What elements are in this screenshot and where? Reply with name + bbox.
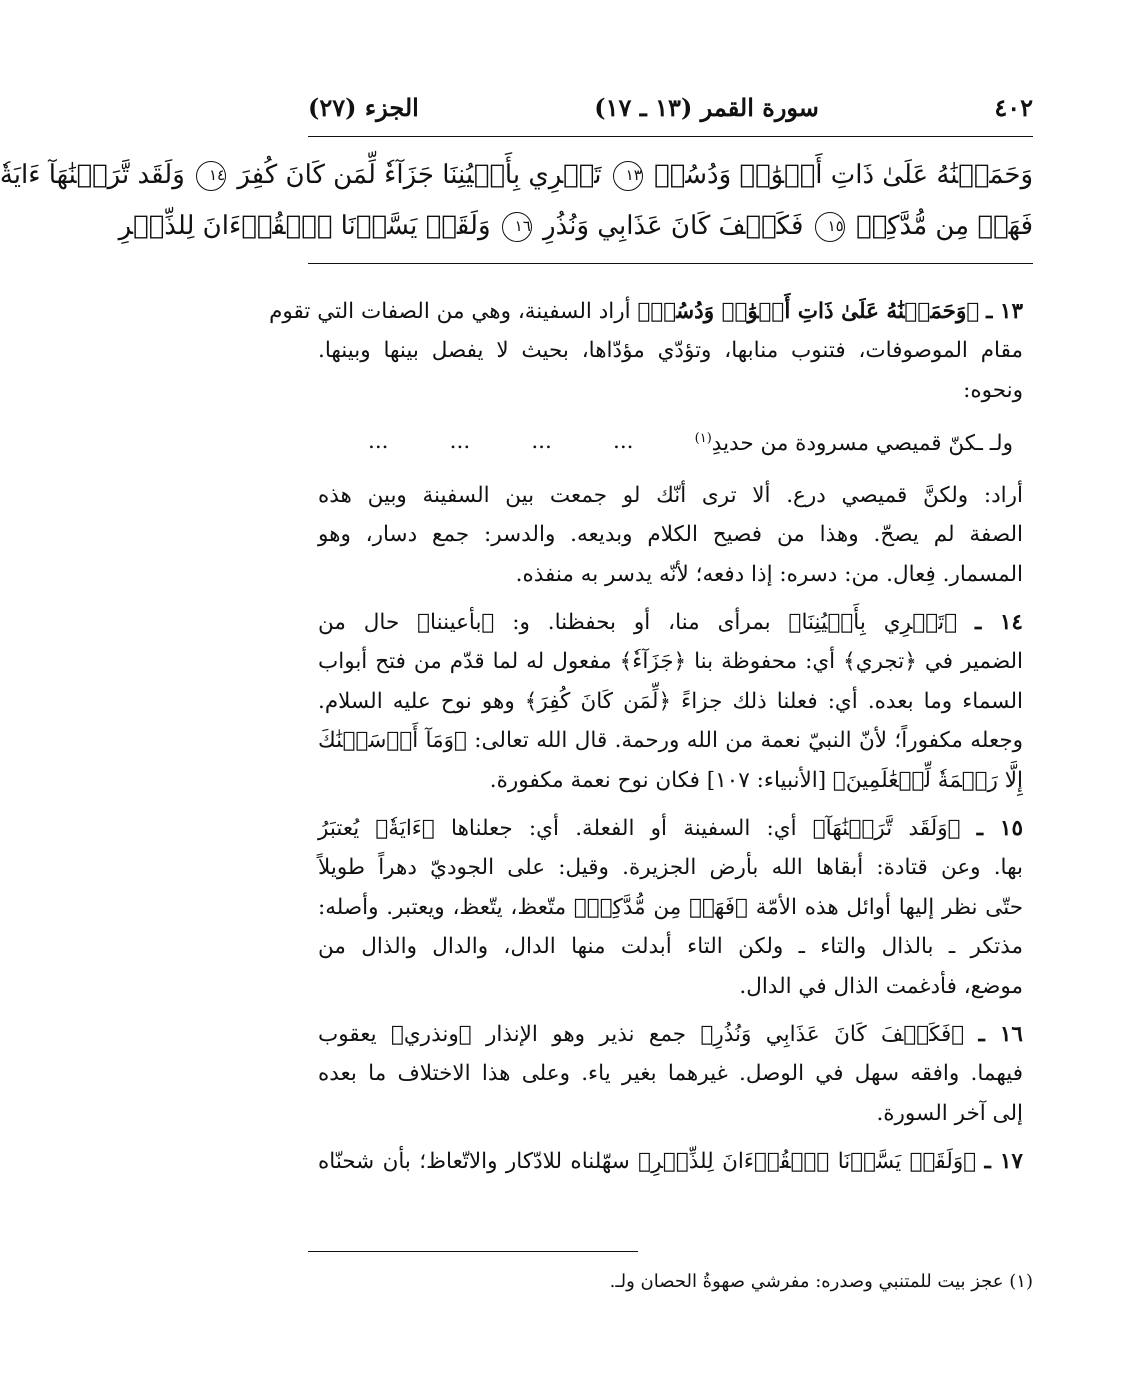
text-line: ونحوه: [963,377,1023,403]
text-line [318,1015,1023,1054]
text-line: إلى آخر السورة. [876,1100,1023,1126]
verse-number-marker: ١٦ [502,212,532,242]
verse-ref-number: ١٦ ـ [978,1022,1023,1048]
text-run: ﴿وَلَقَد تَّرَكۡنَٰهَآ﴾ أي: السفينة أو الفعلة. أي: جعلناها ﴿ءَايَةٗ﴾ يُعتبَرُ [318,816,961,842]
juz-label: الجزء (٢٧) [308,92,419,122]
text-line: بها. وعن قتادة: أبقاها الله بأرض الجزيرة. وقيل: على الجوديّ دهراً طويلاً [318,855,1023,881]
poem-ellipsis: ... [612,428,634,454]
poem-ellipsis: ... [449,428,471,454]
poem-ellipsis: ... [368,428,389,454]
verse-line [118,201,1033,252]
verse-number-marker: ١٤ [196,161,226,191]
text-line: وجعله مكفوراً؛ لأنّ النبيّ نعمة من الله ورحمة. قال الله تعالى: ﴿وَمَآ أَرۡسَلۡنَٰكَ [318,728,1023,754]
verse-text: فَهَلۡ مِن مُّدَّكِرٖ [855,211,1033,241]
verse-ref-number: ١٥ ـ [976,816,1023,842]
verse-text: وَلَقَد تَّرَكۡنَٰهَآ ءَايَةٗ [0,160,185,190]
verse-line [0,150,1033,201]
header-divider [308,136,1033,137]
verse-ref-number: ١٧ ـ [984,1149,1023,1175]
text-line [269,292,1023,331]
verse-text: تَجۡرِي بِأَعۡيُنِنَا جَزَآءٗ لِّمَن كَانَ كُفِرَ [237,160,602,190]
text-line: السماء وما بعده. أي: فعلنا ذلك جزاءً ﴿لِّمَن كَانَ كُفِرَ﴾ وهو نوح عليه السلام. [318,688,1023,714]
text-line: المسمار. فِعال. من: دسره: إذا دفعه؛ لأنّه يدسر به منفذه. [515,561,1023,587]
page-header [308,84,1033,130]
quran-verses [0,150,1033,252]
text-line: مذتكر ـ بالذال والتاء ـ ولكن التاء أبدلت منها الدال، والدال والذال من [318,934,1023,960]
commentary-paragraph-16 [318,1015,1023,1133]
page-number: ٤٠٢ [994,92,1033,122]
quran-quote: ﴿وَحَمَلۡنَٰهُ عَلَىٰ ذَاتِ أَلۡوَٰحٖ وَدُسُرٖ﴾ [637,299,980,324]
verse-ref-number: ١٤ ـ [975,610,1023,635]
text-run: ﴿وَلَقَدۡ يَسَّرۡنَا ٱلۡقُرۡءَانَ لِلذِّكۡرِ﴾ سهّلناه للادّكار والاتّعاظ؛ بأن شحنّاه [318,1149,977,1175]
text-run: أراد السفينة، وهي من الصفات التي تقوم [269,299,631,324]
footnote-text: عجز بيت للمتنبي وصدره: مفرشي صهوةُ الحصان ولـ. [609,1271,1004,1292]
text-line [318,809,1023,848]
verse-ref-number: ١٣ ـ [986,299,1023,324]
verse-text: فَكَيۡفَ كَانَ عَذَابِي وَنُذُرِ [543,211,804,241]
text-line: فيهما. وافقه سهل في الوصل. غيرهما بغير ياء. وعلى هذا الاختلاف ما بعده [318,1061,1023,1087]
text-line: حتّى نظر إليها أوائل هذه الأمّة ﴿فَهَلۡ مِن مُّدَّكِرٖ﴾ متّعظ، يتّعظ، ويعتبر. وأصله: [318,894,1023,920]
text-line: مقام الموصوفات، فتنوب منابها، وتؤدّي مؤدّاها، بحيث لا يفصل بينها وبينها. [318,338,1023,364]
poem-hemistich: ولـ ـكنّ قميصي مسرودة من حديدِ$^{(١)}$ [694,431,1013,457]
text-run: ﴿فَكَيۡفَ كَانَ عَذَابِي وَنُذُرِ﴾ جمع نذير وهو الإنذار ﴿ونذري﴾ يعقوب [318,1022,965,1048]
verse-text: وَلَقَدۡ يَسَّرۡنَا ٱلۡقُرۡءَانَ لِلذِّكۡرِ [118,211,491,241]
commentary-paragraph-14 [318,603,1023,800]
poetry-line [318,419,1023,464]
text-line [318,603,1023,642]
footnote-number: (١) [1009,1271,1033,1292]
text-line: الضمير في ﴿تجري﴾ أي: محفوظة بنا ﴿جَزَآءٗ﴾ مفعول له لما قدّم من فتح أبواب [318,649,1023,675]
text-line: أراد: ولكنَّ قميصي درع. ألا ترى أنّك لو جمعت بين السفينة وبين هذه [318,482,1023,508]
poem-ellipsis: ... [531,428,552,454]
verse-number-marker: ١٥ [815,212,845,242]
commentary-paragraph-15 [318,809,1023,1006]
verses-divider [308,263,1033,264]
tafsir-commentary [269,292,1023,1191]
text-line: الصفة لم يصحّ. وهذا من فصيح الكلام وبديعه. والدسر: جمع دسار، وهو [318,522,1023,548]
footnote-marker: (١) [694,431,712,447]
footnote [308,1266,1033,1298]
verse-text: وَحَمَلۡنَٰهُ عَلَىٰ ذَاتِ أَلۡوَٰحٖ وَدُسُرٖ [654,160,1033,190]
commentary-paragraph-13 [269,292,1023,410]
surah-title: سورة القمر (١٣ ـ ١٧) [594,92,819,122]
commentary-paragraph-arad [318,476,1023,594]
text-line [318,1142,1023,1181]
text-run: ﴿تَجۡرِي بِأَعۡيُنِنَا﴾ بمرأى منا، أو بحفظنا. و: ﴿بأعيننا﴾ حال من [318,610,958,635]
text-line: إِلَّا رَحۡمَةٗ لِّلۡعَٰلَمِينَ﴾ [الأنبياء: ١٠٧] فكان نوح نعمة مكفورة. [489,767,1023,793]
commentary-paragraph-17 [318,1142,1023,1181]
footnote-divider [308,1251,638,1252]
verse-number-marker: ١٣ [613,161,643,191]
text-line: موضع، فأدغمت الذال في الدال. [739,973,1023,999]
